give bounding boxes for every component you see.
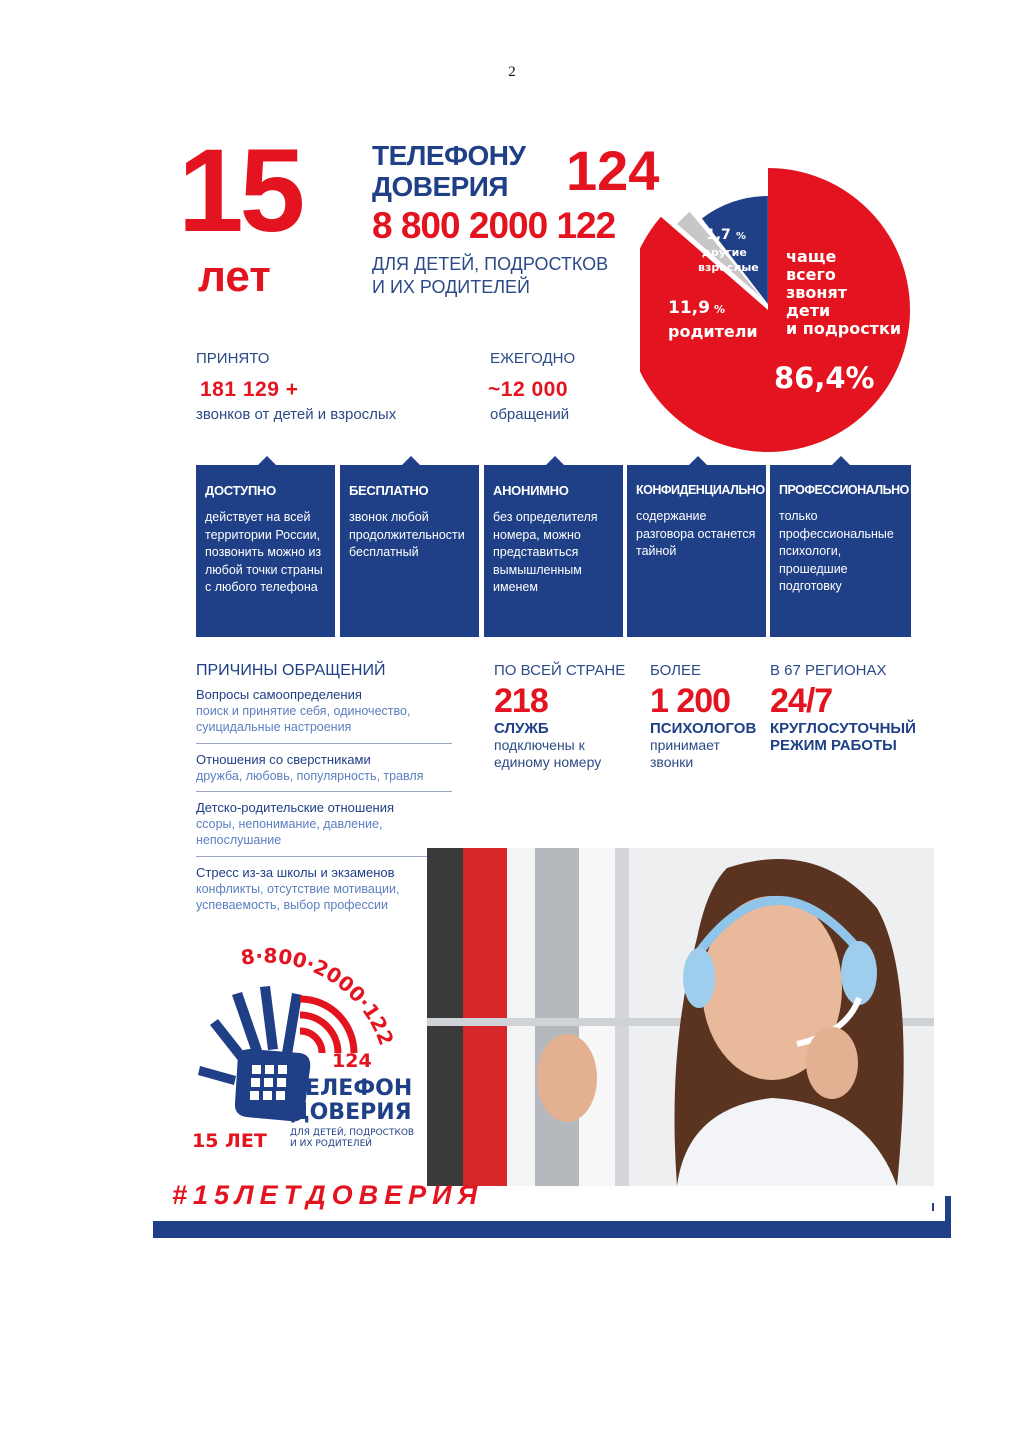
- reason-sub: дружба, любовь, популярность, травля: [196, 769, 424, 783]
- hashtag: #15ЛЕТДОВЕРИЯ: [172, 1180, 484, 1210]
- feature-title: АНОНИМНО: [493, 483, 569, 498]
- years-number: 15: [178, 125, 302, 257]
- bottom-tick: [932, 1203, 934, 1211]
- reason-divider: [196, 856, 452, 857]
- reason-item: [196, 800, 452, 848]
- reason-item: [196, 865, 452, 913]
- callers-pie-chart: [640, 160, 930, 460]
- reason-title: Детско-родительские отношения: [196, 800, 395, 815]
- reason-divider: [196, 743, 452, 744]
- pie-label-kids-2: всего: [786, 265, 836, 284]
- logo-arc-phone: 8·800·2000·122: [239, 943, 399, 1049]
- logo-years: 15 ЛЕТ: [192, 1130, 267, 1152]
- bottom-bar-end: [945, 1196, 951, 1222]
- logo-line-1: ТЕЛЕФОН: [290, 1076, 413, 1101]
- title-line-2: ДОВЕРИЯ: [372, 171, 509, 202]
- feature-text: звонок любой продолжительности бесплатный: [349, 510, 465, 559]
- reason-sub: конфликты, отсутствие мотивации, успеваемость, выбор профессии: [196, 882, 400, 912]
- reason-title: Вопросы самоопределения: [196, 687, 362, 702]
- pie-label-kids-4: дети: [786, 301, 831, 320]
- feature-text: действует на всей территории России, позвонить можно из любой точки страны с любого телефона: [205, 510, 323, 594]
- signal-waves-icon: [300, 999, 354, 1053]
- feature-panel-free: [340, 465, 479, 637]
- yearly-value: ~12 000: [488, 378, 568, 401]
- accepted-label: ПРИНЯТО: [196, 350, 270, 367]
- feature-panel-accessible: [196, 465, 335, 637]
- reason-sub: поиск и принятие себя, одиночество, суицидальные настроения: [196, 704, 411, 734]
- feature-text: только профессиональные психологи, прошедшие подготовку: [779, 509, 894, 593]
- logo-small-1: ДЛЯ ДЕТЕЙ, ПОДРОСТКОВ: [290, 1128, 415, 1138]
- reason-divider: [196, 791, 452, 792]
- fact-label: В 67 РЕГИОНАХ: [770, 662, 887, 679]
- fact-bold: СЛУЖБ: [494, 720, 549, 737]
- pie-label-kids-3: звонят: [786, 283, 848, 302]
- title-line-1: ТЕЛЕФОНУ: [372, 140, 526, 171]
- accepted-sub: звонков от детей и взрослых: [196, 406, 397, 423]
- yearly-label: ЕЖЕГОДНО: [490, 350, 576, 367]
- feature-text: содержание разговора останется тайной: [636, 509, 756, 558]
- short-number: 124: [566, 139, 660, 202]
- feature-panel-professional: [770, 465, 911, 637]
- pie-value-parents: 11,9: [668, 298, 710, 318]
- logo-number: 124: [332, 1050, 372, 1072]
- fact-big: 24/7: [770, 682, 833, 720]
- accepted-value: 181 129 +: [200, 378, 299, 401]
- bottom-bar: [153, 1221, 951, 1238]
- feature-title: БЕСПЛАТНО: [349, 483, 429, 498]
- fact-sub: принимает звонки: [650, 737, 720, 770]
- pie-label-parents: родители: [668, 322, 758, 341]
- fact-services: [494, 662, 644, 771]
- yearly-sub: обращений: [490, 406, 570, 423]
- pie-label-kids-1: чаще: [786, 247, 837, 266]
- pie-label-kids-5: и подростки: [786, 319, 902, 338]
- feature-panel-anonymous: [484, 465, 623, 637]
- pie-value-kids: 86,4%: [774, 361, 875, 395]
- pie-value-others-sign: %: [736, 231, 747, 242]
- page-number: 2: [508, 64, 516, 80]
- operator-photo: [427, 848, 934, 1186]
- fact-label: БОЛЕЕ: [650, 662, 702, 679]
- feature-title: ДОСТУПНО: [205, 483, 276, 498]
- subtitle-line-2: И ИХ РОДИТЕЛЕЙ: [372, 277, 530, 297]
- fact-bold: ПСИХОЛОГОВ: [650, 720, 757, 737]
- logo-line-2: ДОВЕРИЯ: [290, 1100, 412, 1125]
- reason-item: [196, 752, 452, 784]
- reason-title: Стресс из-за школы и экзаменов: [196, 865, 395, 880]
- feature-panel-confidential: [627, 465, 766, 637]
- helpline-logo: [190, 935, 430, 1155]
- subtitle-line-1: ДЛЯ ДЕТЕЙ, ПОДРОСТКОВ: [372, 254, 609, 274]
- reason-title: Отношения со сверстниками: [196, 752, 371, 767]
- feature-title: ПРОФЕССИОНАЛЬНО: [779, 483, 909, 497]
- pie-value-parents-sign: %: [714, 303, 726, 316]
- pie-label-others-2: взрослые: [698, 261, 759, 274]
- fact-label: ПО ВСЕЙ СТРАНЕ: [494, 662, 626, 679]
- reasons-title: ПРИЧИНЫ ОБРАЩЕНИЙ: [196, 662, 386, 679]
- hotline-phone: 8 800 2000 122: [372, 205, 616, 246]
- fact-big: 1 200: [650, 682, 731, 720]
- phone-keypad-icon: [250, 1065, 287, 1100]
- feature-title: КОНФИДЕНЦИАЛЬНО: [636, 483, 765, 497]
- fact-sub: подключены к единому номеру: [494, 737, 602, 770]
- years-word: лет: [198, 252, 271, 301]
- reason-item: [196, 687, 452, 735]
- fact-regions: [770, 662, 920, 754]
- pie-value-others: 1,7: [706, 227, 731, 243]
- fact-psychologists: [650, 662, 762, 771]
- reason-sub: ссоры, непонимание, давление, непослушание: [196, 817, 383, 847]
- fact-bold: КРУГЛОСУТОЧНЫЙ РЕЖИМ РАБОТЫ: [770, 720, 916, 754]
- fact-big: 218: [494, 682, 548, 720]
- feature-text: без определителя номера, можно представиться вымышленным именем: [493, 510, 598, 594]
- pie-label-others-1: другие: [702, 246, 747, 259]
- logo-small-2: И ИХ РОДИТЕЛЕЙ: [290, 1139, 372, 1149]
